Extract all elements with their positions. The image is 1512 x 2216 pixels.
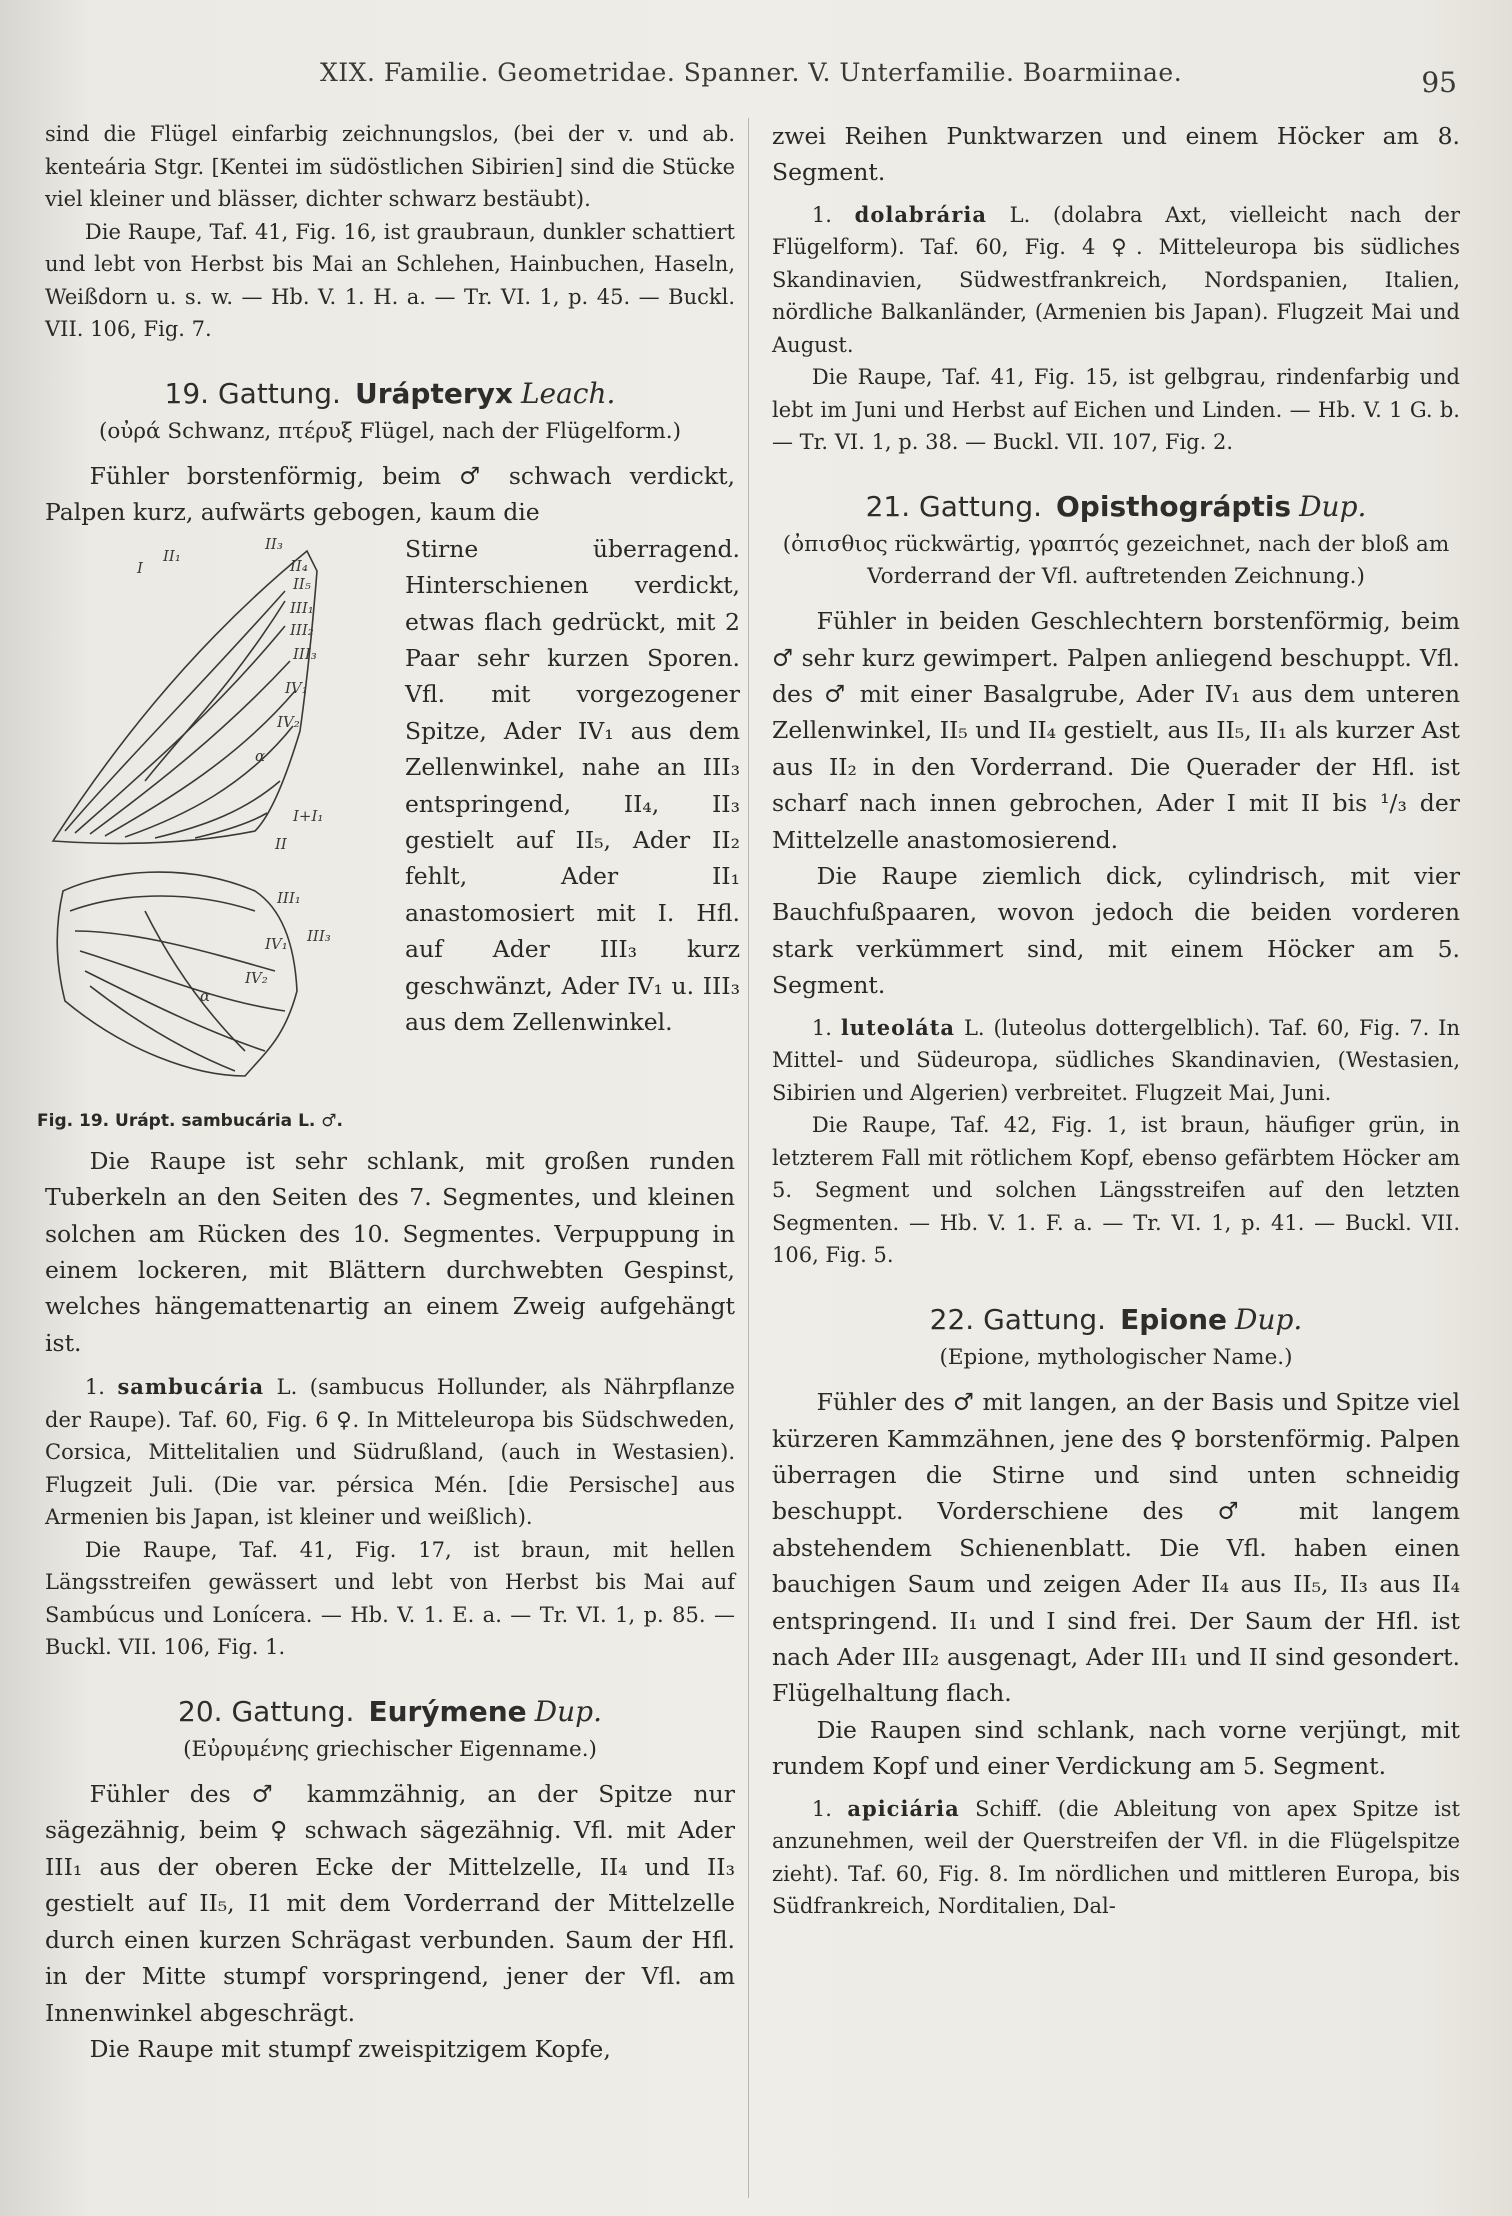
vein-label: I+I₁	[293, 806, 324, 825]
species-entry	[772, 1793, 1460, 1923]
genus-name: Urápteryx	[354, 376, 513, 410]
genus-heading	[45, 376, 735, 412]
figure-side-text	[405, 531, 740, 1041]
species-entry	[772, 1012, 1460, 1110]
species-name: dolabrária	[854, 201, 987, 227]
species-number: 1.	[811, 202, 832, 227]
genus-author: Dup.	[1235, 1302, 1303, 1336]
genus-heading	[45, 1694, 735, 1730]
etymology: (Epione, mythologischer Name.)	[939, 1345, 1293, 1371]
vein-label: III₁	[290, 598, 314, 617]
page-number: 95	[1421, 66, 1457, 99]
species-entry	[45, 1371, 735, 1534]
species-name: sambucária	[117, 1374, 265, 1400]
genus-name: Epione	[1120, 1302, 1228, 1336]
right-column	[772, 118, 1460, 1923]
species-number: 1.	[811, 1015, 832, 1040]
genus-number: 20. Gattung.	[178, 1694, 355, 1728]
left-column	[37, 118, 740, 2067]
species-name: apiciária	[847, 1795, 960, 1821]
genus-number: 19. Gattung.	[164, 376, 341, 410]
genus-author: Dup.	[1299, 489, 1367, 523]
paragraph: Die Raupe ziemlich dick, cylindrisch, mit vier Bauchfußpaaren, wovon jedoch die beiden vorderen stark verkümmert sind, mit einem Höcker am 5. Segment.	[772, 862, 1460, 1000]
paragraph: Die Raupen sind schlank, nach vorne verjüngt, mit rundem Kopf und einer Verdickung am 5. Segment.	[772, 1715, 1460, 1781]
paragraph: sind die Flügel einfarbig zeichnungslos, (bei der v. und ab. kenteária Stgr. [Kentei im südöstlichen Sibirien] sind die Stücke viel kleiner und blässer, dichter schwarz bestäubt).	[45, 122, 735, 211]
paragraph: Fühler in beiden Geschlechtern borstenförmig, beim ♂ sehr kurz gewimpert. Palpen anliegend beschuppt. Vfl. des ♂ mit einer Basalgrube, Ader IV₁ aus dem unteren Zellenwinkel, II₅ und II₄ gestielt, aus II₅, II₁ als kurzer Ast aus II₂ in den Vorderrand. Die Querader der Hfl. ist scharf nach innen gebrochen, Ader I mit II bis ¹/₃ der Mittelzelle anastomosierend.	[772, 607, 1460, 854]
paragraph: Die Raupe ist sehr schlank, mit großen runden Tuberkeln an den Seiten des 7. Segmentes, und kleinen solchen am Rücken des 10. Segmentes. Verpuppung in einem lockeren, mit Blättern durchwebten Gespinst, welches hängemattenartig an einem Zweig aufgehängt ist.	[45, 1146, 735, 1357]
vein-label: I	[137, 558, 143, 577]
vein-label: α	[200, 986, 211, 1005]
paragraph: Stirne überragend. Hinterschienen verdickt, etwas flach gedrückt, mit 2 Paar sehr kurzen Sporen. Vfl. mit vorgezogener Spitze, Ader IV₁ aus dem Zellenwinkel, nahe an III₃ entspringend, II₄, II₃ gestielt auf II₅, Ader II₂ fehlt, Ader II₁ anastomosiert mit I. Hfl. auf Ader III₃ kurz geschwänzt, Ader IV₁ u. III₃ aus dem Zellenwinkel.	[405, 534, 740, 1036]
vein-label: IV₂	[245, 968, 268, 987]
paragraph: Fühler borstenförmig, beim ♂ schwach verdickt, Palpen kurz, aufwärts gebogen, kaum die	[45, 461, 735, 527]
vein-label: IV₁	[285, 678, 308, 697]
vein-label: II₃	[265, 534, 283, 553]
species-name: luteoláta	[840, 1014, 956, 1040]
etymology: (οὐρά Schwanz, πτέρυξ Flügel, nach der Flügelform.)	[98, 418, 682, 444]
species-text: L. (sambucus Hollunder, als Nährpflanze der Raupe). Taf. 60, Fig. 6 ♀. In Mitteleuropa bis Südschweden, Corsica, Mittelitalien und Südrußland, (auch in Westasien). Flugzeit Juli. (Die var. pérsica Mén. [die Persische] aus Armenien bis Japan, ist kleiner und weißlich).	[45, 1375, 735, 1530]
vein-label: II	[275, 834, 287, 853]
species-number: 1.	[84, 1375, 105, 1400]
running-head: XIX. Familie. Geometridae. Spanner. V. Unterfamilie. Boarmiinae.	[320, 58, 1183, 87]
paragraph: Fühler des ♂ kammzähnig, an der Spitze nur sägezähnig, beim ♀ schwach sägezähnig. Vfl. mit Ader III₁ aus der oberen Ecke der Mittelzelle, II₄ und II₃ gestielt auf II₅, I1 mit dem Vorderrand der Mittelzelle durch einen kurzen Schrägast verbunden. Saum der Hfl. in der Mitte stumpf vorspringend, jener der Vfl. am Innenwinkel abgeschrägt.	[45, 1780, 735, 2027]
vein-label: III₂	[290, 620, 314, 639]
species-number: 1.	[811, 1796, 832, 1821]
vein-label: III₃	[307, 926, 331, 945]
vein-label: IV₁	[265, 934, 288, 953]
vein-label: II₁	[163, 546, 181, 565]
species-text: L. (luteolus dottergelblich). Taf. 60, Fig. 7. In Mittel- und Südeuropa, südliches Skandinavien, (Westasien, Sibirien und Algerien) verbreitet. Flugzeit Mai, Juni.	[772, 1015, 1460, 1105]
vein-label: II₄	[290, 556, 308, 575]
species-text: Schiff. (die Ableitung von apex Spitze ist anzunehmen, weil der Querstreifen der Vfl. in die Flügelspitze zieht). Taf. 60, Fig. 8. Im nördlichen und mittleren Europa, bis Südfrankreich, Norditalien, Dal-	[772, 1796, 1460, 1919]
figure-caption: Fig. 19. Urápt. sambucária L. ♂.	[37, 1110, 343, 1131]
paragraph: Die Raupe mit stumpf zweispitzigem Kopfe,	[89, 2034, 611, 2063]
vein-label: α	[255, 746, 266, 765]
paragraph: Die Raupe, Taf. 42, Fig. 1, ist braun, häufiger grün, in letzterem Fall mit rötlichem Kopf, ebenso gefärbtem Höcker am 5. Segment und solchen Längsstreifen auf den letzten Segmenten. — Hb. V. 1. F. a. — Tr. VI. 1, p. 41. — Buckl. VII. 106, Fig. 5.	[772, 1113, 1460, 1268]
genus-author: Dup.	[534, 1694, 602, 1728]
etymology: (Εὐρυμένης griechischer Eigenname.)	[183, 1737, 597, 1763]
vein-label: IV₂	[277, 712, 300, 731]
genus-number: 22. Gattung.	[929, 1302, 1107, 1336]
wing-venation-diagram	[45, 531, 405, 1101]
species-entry	[772, 199, 1460, 362]
column-divider	[748, 118, 749, 2198]
vein-label: III₃	[293, 644, 317, 663]
vein-label: III₁	[277, 888, 301, 907]
genus-heading	[772, 489, 1460, 525]
paragraph: Die Raupe, Taf. 41, Fig. 17, ist braun, mit hellen Längsstreifen gewässert und lebt von Herbst bis Mai auf Sambúcus und Lonícera. — Hb. V. 1. E. a. — Tr. VI. 1, p. 85. — Buckl. VII. 106, Fig. 1.	[45, 1537, 735, 1660]
genus-name: Eurýmene	[368, 1694, 527, 1728]
paragraph: Die Raupe, Taf. 41, Fig. 16, ist graubraun, dunkler schattiert und lebt von Herbst bis Mai an Schlehen, Hainbuchen, Haseln, Weißdorn u. s. w. — Hb. V. 1. H. a. — Tr. VI. 1, p. 45. — Buckl. VII. 106, Fig. 7.	[45, 219, 735, 341]
wing-venation-figure	[37, 531, 740, 1143]
paragraph: Fühler des ♂ mit langen, an der Basis und Spitze viel kürzeren Kammzähnen, jene des ♀ borstenförmig. Palpen überragen die Stirne und sind unten schneidig beschuppt. Vorderschiene des ♂ mit langem abstehendem Schienenblatt. Die Vfl. haben einen bauchigen Saum und zeigen Ader II₄ aus II₅, II₃ aus II₄ entspringend. II₁ und I sind frei. Der Saum der Hfl. ist nach Ader III₂ ausgenagt, Ader III₁ und II sind gesondert. Flügelhaltung flach.	[772, 1388, 1460, 1708]
vein-label: II₅	[293, 574, 311, 593]
genus-name: Opisthográptis	[1056, 489, 1292, 523]
paragraph: Die Raupe, Taf. 41, Fig. 15, ist gelbgrau, rindenfarbig und lebt im Juni und Herbst auf Eichen und Linden. — Hb. V. 1 G. b. — Tr. VI. 1, p. 38. — Buckl. VII. 107, Fig. 2.	[772, 365, 1460, 455]
genus-heading	[772, 1302, 1460, 1338]
paragraph: zwei Reihen Punktwarzen und einem Höcker am 8. Segment.	[772, 122, 1460, 187]
species-text: L. (dolabra Axt, vielleicht nach der Flügelform). Taf. 60, Fig. 4 ♀. Mitteleuropa bis südliches Skandinavien, Südwestfrankreich, Nordspanien, Italien, nördliche Balkanländer, (Armenien bis Japan). Flugzeit Mai und August.	[772, 202, 1460, 357]
genus-number: 21. Gattung.	[865, 489, 1042, 523]
genus-author: Leach.	[520, 376, 616, 410]
etymology: (ὀπισθιος rückwärtig, γραπτός gezeichnet, nach der bloß am Vorderrand der Vfl. auftretenden Zeichnung.)	[782, 532, 1450, 590]
